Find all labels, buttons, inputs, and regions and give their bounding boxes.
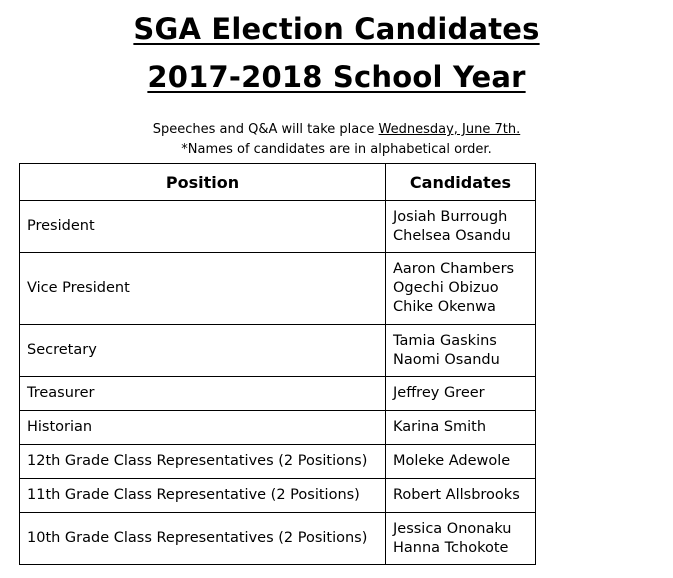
header-candidates: Candidates: [386, 164, 536, 201]
order-note: *Names of candidates are in alphabetical order.: [181, 142, 492, 157]
table-header-row: [20, 164, 536, 201]
candidate-name: Karina Smith: [393, 419, 487, 435]
position-cell: Historian: [20, 411, 386, 445]
candidate-name: Moleke Adewole: [393, 453, 511, 469]
candidate-name: Jeffrey Greer: [393, 385, 485, 401]
candidates-cell: [386, 325, 536, 377]
table-row: [20, 479, 536, 513]
table-row: [20, 325, 536, 377]
schedule-note-text: Speeches and Q&A will take place: [152, 122, 379, 137]
candidates-cell: [386, 377, 536, 411]
candidate-name: Tamia Gaskins: [393, 332, 497, 349]
position-cell: 12th Grade Class Representatives (2 Positions): [20, 445, 386, 479]
candidate-name: Chike Okenwa: [393, 299, 496, 315]
page-title: SGA Election Candidates: [133, 12, 540, 46]
candidate-name: Naomi Osandu: [393, 351, 500, 368]
table-row: [20, 445, 536, 479]
candidates-cell: [386, 201, 536, 253]
candidates-table: [19, 163, 536, 565]
table-row: [20, 201, 536, 253]
candidates-cell: [386, 445, 536, 479]
schedule-note: [0, 122, 673, 137]
header-position: Position: [20, 164, 386, 201]
schedule-date: Wednesday, June 7th.: [378, 122, 521, 137]
position-cell: 11th Grade Class Representative (2 Positions): [20, 479, 386, 513]
candidates-cell: [386, 513, 536, 565]
page-subtitle: 2017-2018 School Year: [147, 60, 526, 94]
table-row: [20, 377, 536, 411]
position-cell: President: [20, 201, 386, 253]
candidate-name: Josiah Burrough: [393, 208, 508, 225]
candidate-name: Robert Allsbrooks: [393, 487, 520, 503]
table-row: [20, 411, 536, 445]
position-cell: Treasurer: [20, 377, 386, 411]
candidates-cell: [386, 253, 536, 325]
table-row: [20, 253, 536, 325]
candidates-cell: [386, 411, 536, 445]
position-cell: 10th Grade Class Representatives (2 Positions): [20, 513, 386, 565]
position-cell: Vice President: [20, 253, 386, 325]
position-cell: Secretary: [20, 325, 386, 377]
candidates-cell: [386, 479, 536, 513]
table-row: [20, 513, 536, 565]
candidate-name: Jessica Ononaku: [393, 520, 512, 537]
candidate-name: Chelsea Osandu: [393, 227, 511, 244]
candidate-name: Aaron Chambers: [393, 261, 515, 277]
candidate-name: Ogechi Obizuo: [393, 280, 499, 296]
candidate-name: Hanna Tchokote: [393, 539, 509, 556]
